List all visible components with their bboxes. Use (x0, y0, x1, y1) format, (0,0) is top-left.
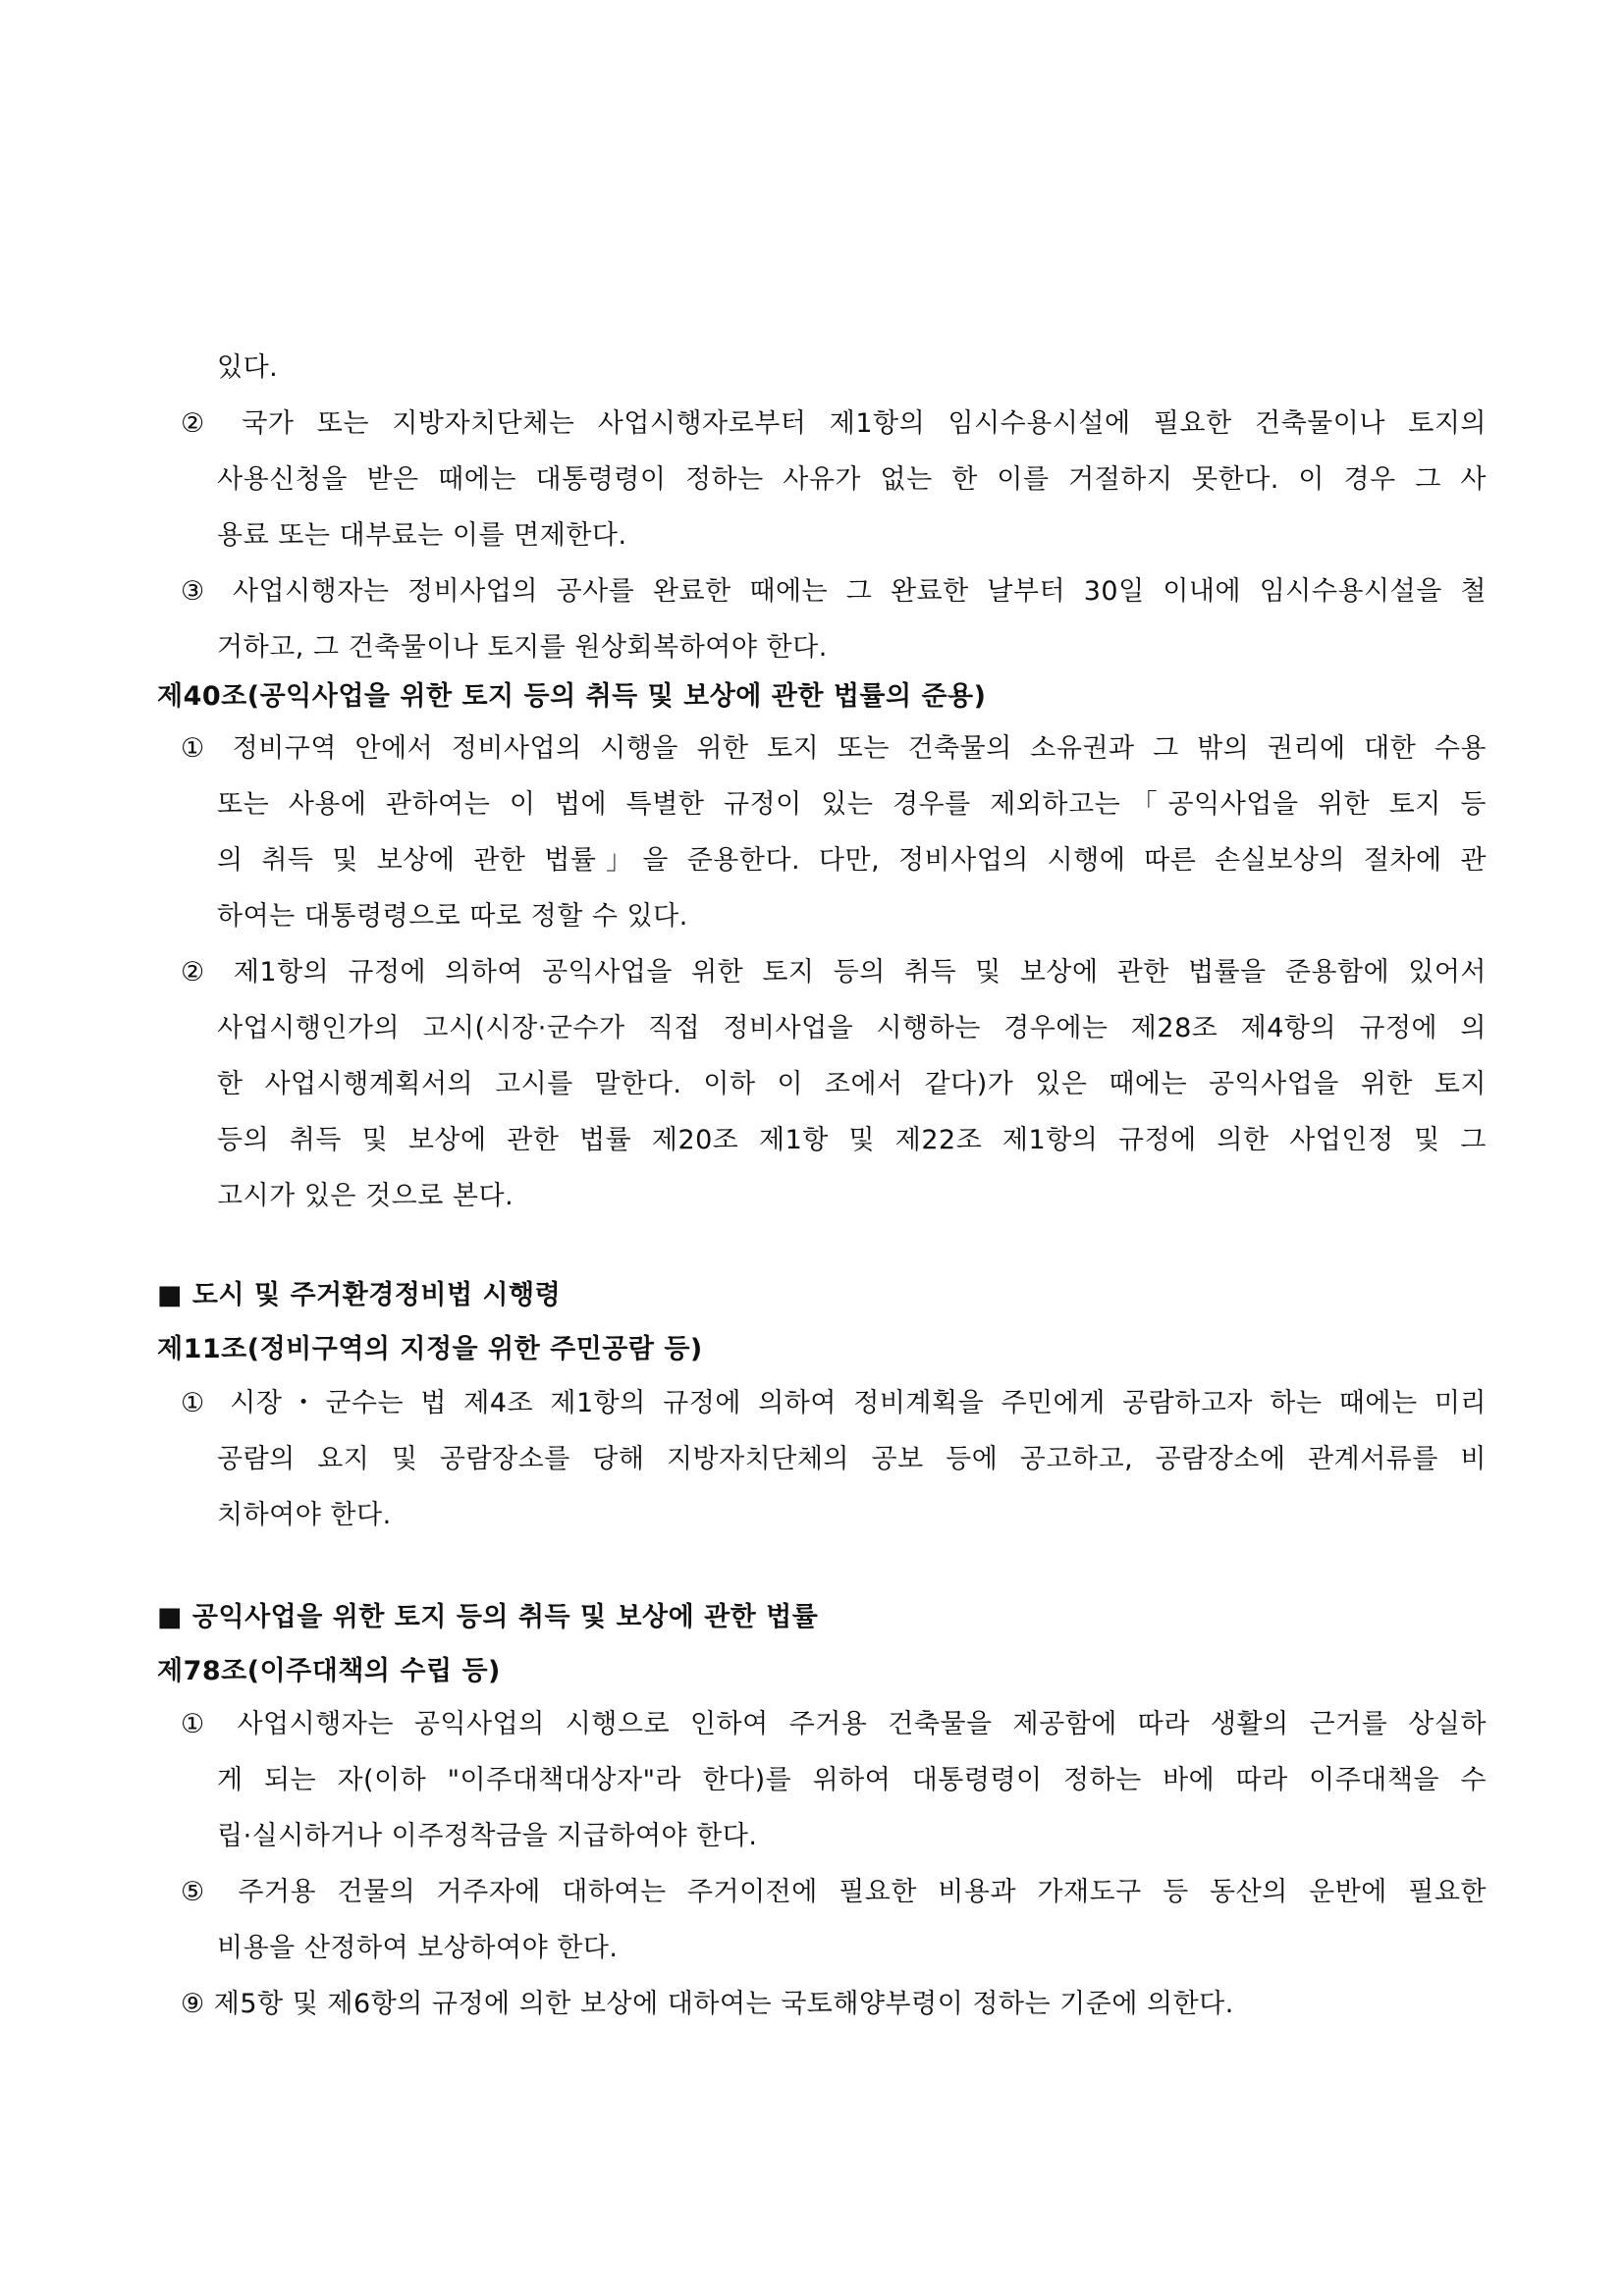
article-40-item1-line1: ① 정비구역 안에서 정비사업의 시행을 위한 토지 또는 건축물의 소유권과 그 밖의 권리에 대한 수용 (181, 733, 1487, 764)
article-11-item1-line2: 공람의 요지 및 공람장소를 당해 지방자치단체의 공보 등에 공고하고, 공람장소에 관계서류를 비 (217, 1444, 1487, 1474)
article-78-item1-line1: ① 사업시행자는 공익사업의 시행으로 인하여 주거용 건축물을 제공함에 따라 생활의 근거를 상실하 (181, 1709, 1487, 1739)
article-40-item2-line4: 등의 취득 및 보상에 관한 법률 제20조 제1항 및 제22조 제1항의 규정에 의한 사업인정 및 그 (217, 1125, 1487, 1155)
article-78-item5-line2: 비용을 산정하여 보상하여야 한다. (217, 1933, 619, 1963)
article-40-item2-line1: ② 제1항의 규정에 의하여 공익사업을 위한 토지 등의 취득 및 보상에 관한 법률을 준용함에 있어서 (181, 957, 1487, 988)
section-land-compensation-act-title: ■ 공익사업을 위한 토지 등의 취득 및 보상에 관한 법률 (157, 1602, 819, 1632)
article-40-item2-line2: 사업시행인가의 고시(시장·군수가 직접 정비사업을 시행하는 경우에는 제28조 제4항의 규정에 의 (217, 1013, 1487, 1043)
article-40-item1-line4: 하여는 대통령령으로 따로 정할 수 있다. (217, 901, 688, 932)
article-11-item1-line3: 치하여야 한다. (217, 1500, 392, 1530)
article-78-item1-line2: 게 되는 자(이하 "이주대책대상자"라 한다)를 위하여 대통령령이 정하는 바에 따라 이주대책을 수 (217, 1765, 1487, 1795)
section-enforcement-decree-title: ■ 도시 및 주거환경정비법 시행령 (157, 1280, 562, 1310)
article-78-item5-line1: ⑤ 주거용 건물의 거주자에 대하여는 주거이전에 필요한 비용과 가재도구 등 동산의 운반에 필요한 (181, 1877, 1487, 1907)
article-11-heading: 제11조(정비구역의 지정을 위한 주민공람 등) (157, 1334, 703, 1364)
article-78-heading: 제78조(이주대책의 수립 등) (157, 1656, 501, 1686)
article-40-item2-line3: 한 사업시행계획서의 고시를 말한다. 이하 이 조에서 같다)가 있은 때에는 공익사업을 위한 토지 (217, 1069, 1487, 1099)
article-39-item2-line2: 사용신청을 받은 때에는 대통령령이 정하는 사유가 없는 한 이를 거절하지 못한다. 이 경우 그 사 (217, 464, 1487, 495)
article-40-heading: 제40조(공익사업을 위한 토지 등의 취득 및 보상에 관한 법률의 준용) (157, 681, 987, 712)
article-39-item3-line1: ③ 사업시행자는 정비사업의 공사를 완료한 때에는 그 완료한 날부터 30일 이내에 임시수용시설을 철 (181, 576, 1487, 607)
article-39-item2-line1: ② 국가 또는 지방자치단체는 사업시행자로부터 제1항의 임시수용시설에 필요한 건축물이나 토지의 (181, 408, 1487, 439)
article-39-item3-line2: 거하고, 그 건축물이나 토지를 원상회복하여야 한다. (217, 632, 828, 663)
article-11-item1-line1: ① 시장・군수는 법 제4조 제1항의 규정에 의하여 정비계획을 주민에게 공람하고자 하는 때에는 미리 (181, 1388, 1487, 1418)
article-39-item1-cont-line: 있다. (217, 352, 279, 383)
article-78-item1-line3: 립·실시하거나 이주정착금을 지급하여야 한다. (217, 1821, 758, 1851)
article-40-item1-line2: 또는 사용에 관하여는 이 법에 특별한 규정이 있는 경우를 제외하고는「공익사업을 위한 토지 등 (217, 789, 1487, 820)
article-39-item2-line3: 용료 또는 대부료는 이를 면제한다. (217, 520, 627, 551)
article-78-item9-line1: ⑨ 제5항 및 제6항의 규정에 의한 보상에 대하여는 국토해양부령이 정하는 기준에 의한다. (181, 1989, 1234, 2019)
article-40-item2-line5: 고시가 있은 것으로 본다. (217, 1181, 514, 1211)
article-40-item1-line3: 의 취득 및 보상에 관한 법률」을 준용한다. 다만, 정비사업의 시행에 따른 손실보상의 절차에 관 (217, 845, 1487, 876)
